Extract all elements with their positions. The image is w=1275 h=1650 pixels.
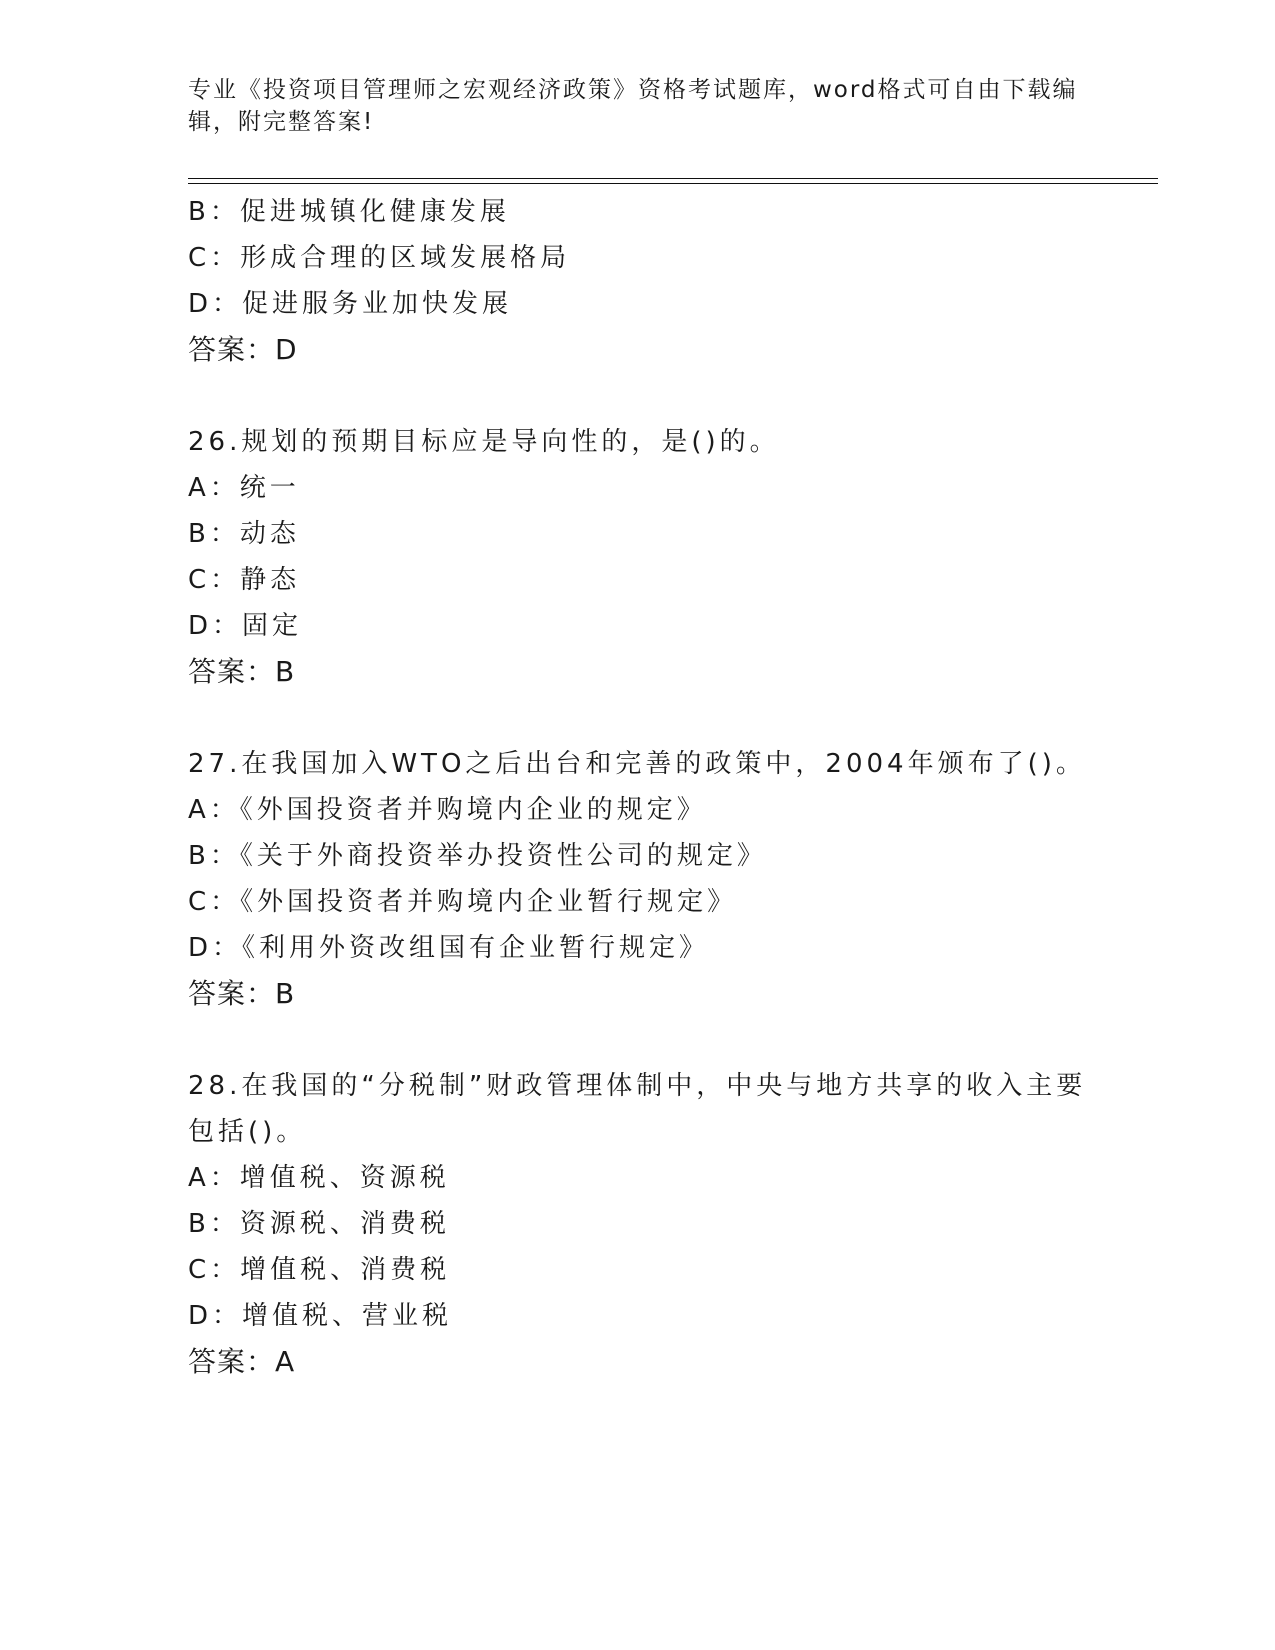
option-a: A：《外国投资者并购境内企业的规定》 — [188, 795, 707, 825]
spacer — [188, 1017, 1088, 1063]
document-header — [188, 74, 1078, 138]
answer: 答案：A — [188, 1345, 296, 1378]
option-b: B：动态 — [188, 519, 300, 549]
spacer — [188, 695, 1088, 741]
option-b: B：《关于外商投资举办投资性公司的规定》 — [188, 841, 767, 871]
option-d: D：固定 — [188, 611, 303, 641]
answer: 答案：D — [188, 333, 298, 366]
question-stem-line-1: 28.在我国的“分税制”财政管理体制中，中央与地方共享的收入主要 — [188, 1071, 1087, 1101]
option-c: C：静态 — [188, 565, 301, 595]
option-d: D：促进服务业加快发展 — [188, 289, 513, 319]
question-26 — [188, 419, 1088, 695]
question-stem: 27.在我国加入WTO之后出台和完善的政策中，2004年颁布了()。 — [188, 749, 1086, 779]
option-c: C：增值税、消费税 — [188, 1255, 451, 1285]
option-d: D：增值税、营业税 — [188, 1301, 453, 1331]
question-25-tail — [188, 189, 1088, 373]
option-c: C：《外国投资者并购境内企业暂行规定》 — [188, 887, 738, 917]
spacer — [188, 373, 1088, 419]
option-b: B：资源税、消费税 — [188, 1209, 450, 1239]
question-27 — [188, 741, 1088, 1017]
answer: 答案：B — [188, 655, 296, 688]
question-28 — [188, 1063, 1088, 1385]
header-rule-top — [188, 178, 1158, 179]
option-c: C：形成合理的区域发展格局 — [188, 243, 571, 273]
question-stem: 26.规划的预期目标应是导向性的，是()的。 — [188, 427, 780, 457]
option-a: A：增值税、资源税 — [188, 1163, 450, 1193]
option-d: D：《利用外资改组国有企业暂行规定》 — [188, 933, 710, 963]
question-list — [188, 189, 1088, 1385]
option-a: A：统一 — [188, 473, 300, 503]
header-line-2: 辑，附完整答案! — [188, 109, 375, 135]
header-rule-bottom — [188, 183, 1158, 184]
header-line-1: 专业《投资项目管理师之宏观经济政策》资格考试题库，word格式可自由下载编 — [188, 77, 1078, 103]
option-b: B：促进城镇化健康发展 — [188, 197, 510, 227]
question-stem-line-2: 包括()。 — [188, 1117, 307, 1147]
answer: 答案：B — [188, 977, 296, 1010]
